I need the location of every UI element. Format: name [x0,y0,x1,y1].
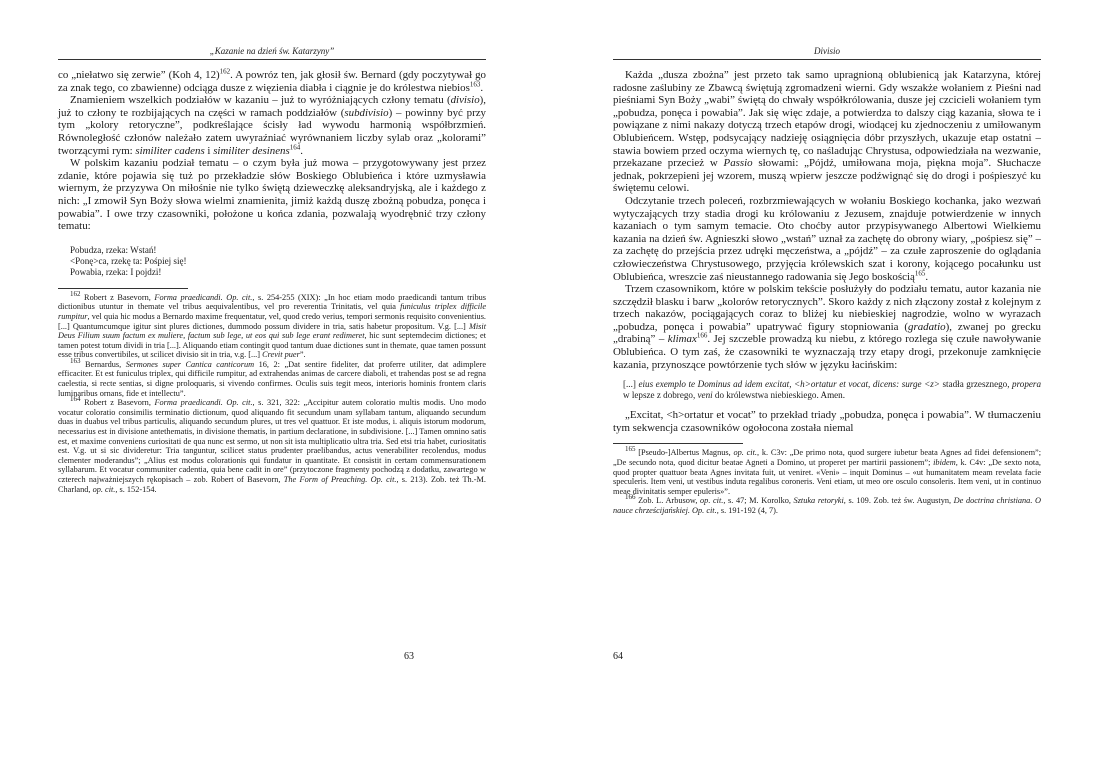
footnote-163 [58,357,487,398]
text-run: ”. [299,350,306,360]
text-run: ), zwanej po grecku „drabiną” – [613,320,1041,346]
italic-text: ibidem [933,458,956,468]
footnote-marker: 162 [219,67,231,76]
italic-text: subdivisio [344,106,389,119]
latin-extract [623,379,1041,401]
footnote-marker: 164 [289,142,301,151]
page-number-left: 63 [404,651,414,662]
text-run: i [204,144,214,157]
italic-text: Sztuka retoryki [793,496,844,506]
text-run: , s. 321, 322: „Accipitur autem coloratio multis modis. Uno modo vocatur coloratio consimilis terminatio dictionum, quod aliquando fit secundum unam syllabam tantum, aliquando secundum duas in duabus vel tribus particulis, aliquando secundum plures, ut tres vel quattuor. Et iste modus, i. aliquis istorum modorum, necessarius est in divisione antethematis, in divisione thematis, in partium declaratione, in subdivisione. [...] Tamen omnino satis est, et maxime conveniens curiositati de qua nunc est sermo, ut non sit ista multiplicatio ultra tria. Sed etsi tria habet, curiositatis est. V.g. ut si sic divideretur: Tria tanguntur, scilicet status prudenter praelibandus, actus venerabiliter recolendus, modus clementer moderandus”; „Alius est modus colorationis qui fundatur in quantitate. Et consistit in certam commensurationem syllabarum. Et vocatur communiter cadentia, quia bene cadit in ore” (przytoczone fragmenty pochodzą z dodatku, zawartego w czterech najważniejszych rękopisach – zob. Robert of Basevorn, [58,398,486,484]
paragraph [58,94,486,157]
text-run: , s. 47; M. Korolko, [723,496,794,506]
running-header-left: „Kazanie na dzień św. Katarzyny” [209,46,335,56]
text-run: co „niełatwo się zerwie” (Koh 4, 12) [58,69,220,81]
text-run: słowami: „Pójdź, umiłowana moja, piękna moja”. Słuchacze jednak, pokrzepieni jej wzorem, muszą wpierw jeszcze podźwignąć się do drogi i pośpieszyć ku świętemu celowi. [613,157,1041,195]
text-run: Zob. L. Arbusow, [635,496,701,506]
italic-text: op. cit. [92,484,116,494]
text-run: , k. C3v: „De primo nota, quod surgere iubetur beata Agnes ad fidei defensionem”; „De secundo nota, quod dicitur beatae Agneti a Domino, ut properet per martirii passionem”; [613,448,1042,468]
italic-text: eius exemplo te Dominus ad idem excitat, <h>ortatur et vocat, dicens: surge <z> [638,379,943,390]
italic-text: Crevit puer [262,350,300,360]
right-page [613,0,1041,777]
text-run: ) – powinny być przy tym „kolory retoryczne”, podkreślające ścisły ład wywodu harmonią współbrzmień. Równoległość członów należało zatem uwyraźniać wyrównaniem liczby sylab oraz „kolorami” tworzącymi rym: [58,106,487,157]
footnote-162 [58,289,486,360]
footnote-rule [613,443,743,444]
footnote-marker: 165 [914,268,926,277]
text-run: [...] [623,379,639,390]
text-run: Każda „dusza zbożna” jest przeto tak samo upragnioną oblubienicą jak Katarzyna, której radosne zaślubiny ze Zbawcą świętują zgromadzeni wierni. Gdy wszakże wołaniem z Pieśni nad pieśniami Syn Boży „wabi” świętą do chwały współkrólowania, dusze jej czcicieli wołaniem tym „pobudza, ponęca i powabia”. Jak się więc zdaje, a potwierdza to dalszy ciąg kazania, słowa te i powiązane z nimi nakazy dotyczą trzech etapów drogi, wiodącej ku zjednoczeniu z umiłowanym Oblubieńcem. Wstęp, podsycający nadzieję osiągnięcia dóbr przyszłych, ukazuje etap ostatni – stawia bowiem przed oczyma wiernych tę, co naśladując Chrystusa, odpowiedziała na wezwanie, przekazane przecież w [613,69,1041,170]
text-run: , s. 109. Zob. też św. Augustyn, [843,496,954,506]
text-run: [Pseudo-]Albertus Magnus, [635,448,734,458]
italic-text: Forma praedicandi. Op. cit. [154,292,253,302]
text-run: Odczytanie trzech poleceń, rozbrzmiewających w wołaniu Boskiego kochanka, jako wezwań wytyczających trzy stadia drogi ku królowaniu z Jezusem, znajduje potwierdzenie w innych kazaniach o tym samym temacie. Oto choćby autor przypisywanego Albertowi Wielkiemu kazania na dzień św. Agnieszki słowo „wstań” uznał za zachętę do obrony wiary, „pośpiesz się” – za zachętę do przejścia przez udręki męczeństwa, a „pójdź” – za czułe zaproszenie do oglądania człowieczeństwa Chrystusowego, przyjęcia królewskich szat i korony, kojącego pocałunku ust Oblubieńca, wreszcie zaś nieustannego radowania się Jego boskością [613,194,1041,283]
paragraph [613,283,1041,371]
left-page [58,0,486,777]
quote-line: Powabia, rzeka: I pojdzi! [70,266,162,277]
text-run: . [480,81,484,94]
text-run: . [300,144,303,157]
footnote-marker: 164 [70,395,81,404]
text-run: Trzem czasownikom, które w polskim tekście posłużyły do podziału tematu, autor kazania nie szczędził blasku i barw „kolorów retorycznych”. Skoro każdy z nich złączony został z kolejnym z trzech nakazów, pociągających coraz to bliżej ku niebieskiej nagrodzie, wolno w wyrazach „pobudza, ponęca i powabia” upatrywać figury stopniowania ( [613,283,1041,333]
paragraph [58,157,486,233]
footnote-marker: 162 [70,289,81,298]
paragraph [613,69,1041,195]
italic-text: propera [1012,379,1042,390]
italic-text: similiter cadens [135,144,205,157]
footnote-164 [58,395,486,494]
header-rule-left [58,59,486,60]
paragraph [613,409,1041,434]
text-run: , k. C4v: „De sexto nota, quod propter quattuor beata Agnes invitata fuit, ut veniret. «Veni» – inquit Dominus – «ut humanitatem meam revelata facie speculeris. Item veni, ut vestibus induta regalibus coroneris. Veni etiam, ut meo ore osculo consoleris. Item veni, ut in continuo meae divinitatis semper epuleris»”. [613,458,1041,496]
footnote-165 [613,445,1042,496]
italic-text: op. cit. [700,496,724,506]
paragraph [58,69,486,94]
italic-text: The Form of Preaching. Op. cit. [283,475,397,484]
italic-text: similiter desinens [213,144,290,157]
text-run: . [925,270,929,283]
text-run: , s. 254-255 (XIX): „In hoc etiam modo praedicandi tantum tribus dictionibus utuntur in themate vel tribus aequivalentibus, vel pro reverentia Trinitatis, vel quia [58,292,486,312]
text-run: stadła grzesznego, [942,379,1013,390]
italic-text: divisio [450,94,480,107]
text-run: 16, 2: „Dat sentire fideliter, dat proferre utiliter, dat adimplere efficaciter. Et est funiculus triplex, qui difficile rumpitur, ad extrahendas animas de carcere diaboli, et trahendas post se ad regna caelestia, si recte sentias, si digne proloquaris, si vivendo confirmes. Oculis suis tegit meos, interioris hominis frontem claris luminaribus ornans, fide et intellectu”. [58,359,487,398]
text-run: . A powróz ten, jak głosił św. Bernard (gdy poczytywał go za znak tego, co zbawienne) odciąga dusze z więzienia diabła i ciągnie je do królestwa niebios [58,69,487,94]
footnote-marker: 163 [70,357,81,366]
quote-line: <Ponę>ca, rzekę ta: Pośpiej się! [70,255,187,266]
italic-text: De doctrina christiana. O nauce chrześcijańskiej. Op. cit. [613,496,1041,515]
italic-text: Passio [723,157,753,170]
running-header-right: Divisio [814,46,840,56]
paragraph [613,195,1041,283]
page-number-right: 64 [613,651,623,662]
left-page-body [58,69,486,494]
text-run: do królewstwa niebieskiego. Amen. [712,390,845,401]
footnote-marker: 163 [469,79,481,88]
text-run: W polskim kazaniu podział tematu – o czym była już mowa – przygotowywany jest przez zdanie, które pojawia się tuż po przekładzie słów Boskiego Oblubieńca i które uzmysławia wiernym, że przyzywa On miłośnie nie tylko świętą dzieweczkę aleksandryjską, ale i każdego z nich: „I zmowił Syn Boży słowa wielmi znamienita, jimiż każdą duszę zbożną pobudza, ponęca i powabia”. I owe trzy czasowniki, położone u końca zdania, pozwalają wyodrębnić trzy człony tematu: [58,157,486,233]
italic-text: Forma praedicandi. Op. cit. [154,398,253,408]
italic-text: Sermones super Cantica canticorum [125,359,255,369]
text-run: ), już to człony te rozbijających na części w ramach poddziałów ( [58,94,486,119]
footnote-marker: 166 [696,331,708,340]
italic-text: Misit Deus Filium suum factum ex muliere, factum sub lege, ut eos qui sub lege erant redimeret [58,321,486,341]
footnotes-right [613,443,1041,515]
text-run: , hic sunt septemdecim dictiones; et tamen potest totum dividi in tria [...]. Aliquando etiam contingit quod tantum duae dictiones sunt in themate, quae tamen possunt esse tribus convertibiles, ut scilicet divisio sit in tria, v.g. [...] [58,331,486,360]
header-rule-right [613,59,1041,60]
right-page-body [613,69,1041,516]
footnote-rule [58,288,188,289]
text-run: . Jej szczeble prowadzą ku niebu, z którego rozlega się czułe nawoływanie Oblubieńca. O tym zaś, że czasowniki te wyznaczają trzy etapy drogi, przekonuje zamknięcie kazania, przynoszące powtórzenie tych słów w języku łacińskim: [613,333,1041,371]
text-run: Robert z Basevorn, [80,292,155,302]
italic-text: gradatio [908,320,946,333]
text-run: Znamieniem wszelkich podziałów w kazaniu – już to wyróżniających człony tematu ( [70,94,451,107]
footnote-marker: 166 [625,493,636,502]
italic-text: op. cit. [733,448,757,458]
text-run: w lepsze z dobrego, [623,390,698,401]
italic-text: funiculus triplex difficile rumpitur [58,302,486,321]
text-run: Bernardus, [80,359,126,369]
text-run: , vel quia hic modus a Bernardo maxime frequentatur, vel, quod credo verius, tempori sermonis requisito convenientius. [...] Quantumcumque igitur sint plures dictiones, dummodo possum dividere in tria, satis habetur propositum. V.g. [...] [58,311,486,331]
quote-line: Pobudza, rzeka: Wstań! [70,244,157,255]
text-run: Robert z Basevorn, [80,398,155,408]
footnote-marker: 165 [625,445,636,454]
text-run: , s. 191-192 (4, 7). [716,506,778,515]
quotation-block [58,245,486,278]
footnote-166 [613,493,1041,515]
text-run: , s. 152-154. [115,484,157,494]
text-run: „Excitat, <h>ortatur et vocat” to przekład triady „pobudza, ponęca i powabia”. W tłumaczeniu tym sekwencja czasowników ogołocona została niemal [613,409,1041,434]
italic-text: veni [697,390,713,401]
text-run: , s. 213). Zob. też Th.-M. Charland, [58,475,486,494]
italic-text: klimax [667,333,697,346]
